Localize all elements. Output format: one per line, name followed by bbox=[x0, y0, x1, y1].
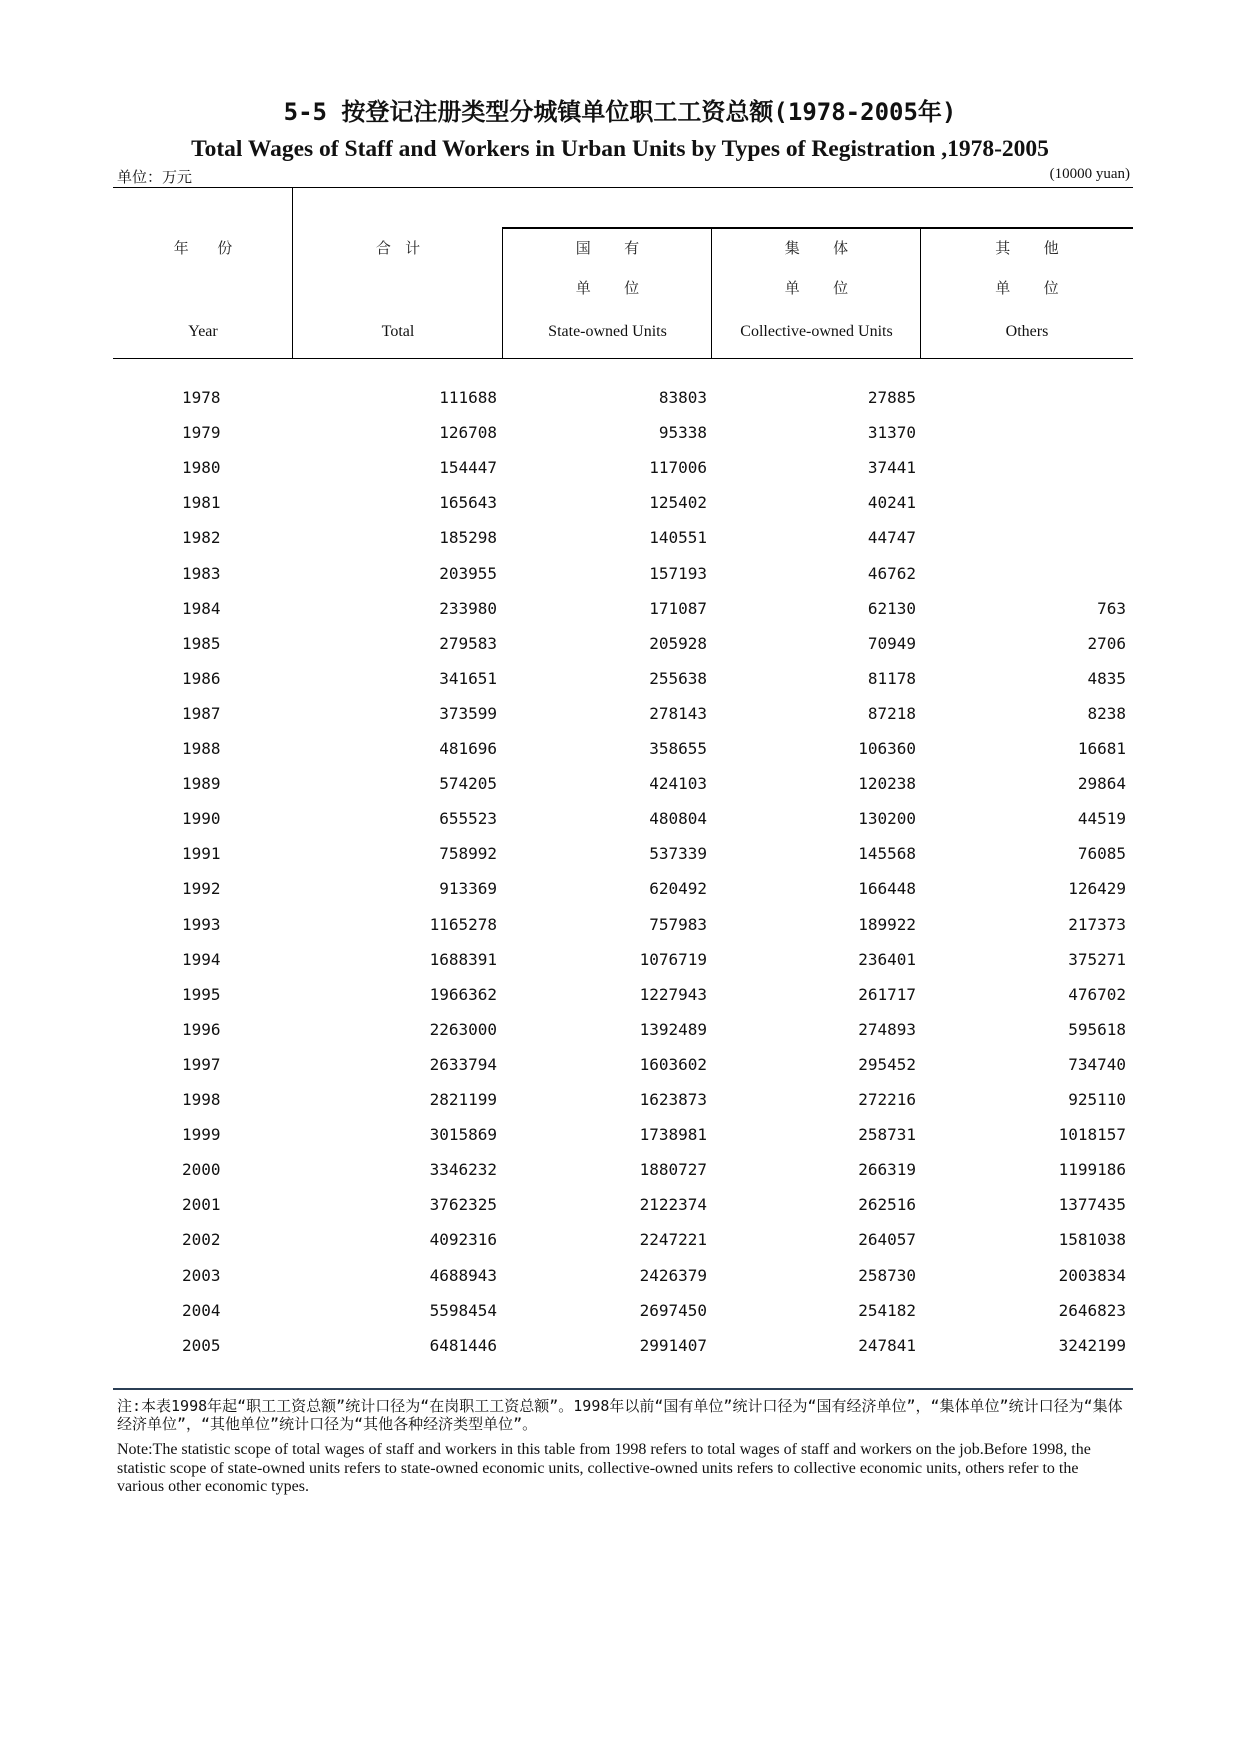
cell-collective-owned: 145568 bbox=[858, 844, 916, 864]
cell-state-owned: 205928 bbox=[649, 633, 707, 653]
cell-state-owned: 2426379 bbox=[639, 1265, 707, 1285]
cell-collective-owned: 258731 bbox=[858, 1125, 916, 1145]
unit-label-english: (10000 yuan) bbox=[1049, 166, 1130, 182]
cell-collective-owned: 81178 bbox=[867, 668, 916, 688]
cell-total: 4688943 bbox=[429, 1265, 497, 1285]
table-row bbox=[0, 1195, 1240, 1215]
cell-total: 5598454 bbox=[429, 1300, 497, 1320]
table-row bbox=[0, 1336, 1240, 1356]
cell-others: 925110 bbox=[1068, 1090, 1126, 1109]
cell-collective-owned: 120238 bbox=[858, 774, 916, 794]
cell-year: 1988 bbox=[182, 739, 221, 758]
cell-year: 2001 bbox=[182, 1195, 221, 1215]
cell-collective-owned: 264057 bbox=[858, 1230, 916, 1250]
table-row bbox=[0, 599, 1240, 619]
table-bottom-rule bbox=[113, 1388, 1133, 1390]
cell-state-owned: 757983 bbox=[649, 914, 707, 934]
table-row bbox=[0, 1301, 1240, 1321]
table-row bbox=[0, 1160, 1240, 1180]
cell-collective-owned: 27885 bbox=[867, 388, 916, 407]
note-chinese: 注:本表1998年起“职工工资总额”统计口径为“在岗职工工资总额”。1998年以前“国有单位”统计口径为“国有经济单位”，“集体单位”统计口径为“集体经济单位”，“其他单位”统计口径为“其他各种经济类型单位”。 bbox=[117, 1397, 1123, 1433]
table-row bbox=[0, 564, 1240, 584]
cell-year: 1994 bbox=[182, 949, 221, 969]
cell-state-owned: 2122374 bbox=[639, 1195, 707, 1215]
cell-total: 3762325 bbox=[429, 1195, 497, 1215]
table-row bbox=[0, 985, 1240, 1005]
cell-year: 1992 bbox=[182, 879, 221, 899]
cell-state-owned: 537339 bbox=[649, 844, 707, 864]
cell-others: 734740 bbox=[1068, 1054, 1126, 1074]
cell-year: 1996 bbox=[182, 1019, 221, 1039]
cell-total: 154447 bbox=[439, 458, 497, 478]
page-title-chinese: 5-5 按登记注册类型分城镇单位职工工资总额(1978-2005年) bbox=[283, 98, 957, 126]
cell-year: 1979 bbox=[182, 423, 221, 443]
cell-state-owned: 1076719 bbox=[639, 949, 707, 969]
cell-collective-owned: 37441 bbox=[867, 458, 916, 478]
unit-label-chinese: 单位：万元 bbox=[117, 168, 193, 186]
cell-year: 1989 bbox=[182, 774, 221, 794]
cell-year: 2002 bbox=[182, 1230, 221, 1250]
table-row bbox=[0, 1090, 1240, 1110]
cell-collective-owned: 166448 bbox=[858, 879, 916, 899]
cell-state-owned: 620492 bbox=[649, 879, 707, 899]
cell-state-owned: 1392489 bbox=[639, 1019, 707, 1039]
cell-total: 233980 bbox=[439, 598, 497, 618]
cell-state-owned: 157193 bbox=[649, 563, 707, 583]
cell-total: 373599 bbox=[439, 703, 497, 723]
header-state-en: State-owned Units bbox=[548, 323, 667, 340]
cell-year: 2000 bbox=[182, 1160, 221, 1180]
cell-others: 8238 bbox=[1087, 703, 1126, 723]
cell-others: 44519 bbox=[1077, 809, 1126, 829]
cell-collective-owned: 189922 bbox=[858, 914, 916, 934]
table-row bbox=[0, 1230, 1240, 1250]
cell-collective-owned: 106360 bbox=[858, 739, 916, 758]
cell-collective-owned: 266319 bbox=[858, 1160, 916, 1180]
cell-state-owned: 83803 bbox=[658, 388, 707, 407]
cell-total: 111688 bbox=[439, 388, 497, 407]
cell-year: 1985 bbox=[182, 633, 221, 653]
header-bottom-rule bbox=[113, 358, 1133, 359]
table-row bbox=[0, 423, 1240, 443]
table-row bbox=[0, 458, 1240, 478]
cell-total: 341651 bbox=[439, 668, 497, 688]
cell-others: 126429 bbox=[1068, 879, 1126, 899]
cell-others: 217373 bbox=[1068, 914, 1126, 934]
cell-others: 2003834 bbox=[1058, 1265, 1126, 1285]
cell-others: 3242199 bbox=[1058, 1335, 1126, 1355]
cell-state-owned: 95338 bbox=[658, 423, 707, 443]
cell-total: 126708 bbox=[439, 423, 497, 443]
cell-year: 2005 bbox=[182, 1335, 221, 1355]
cell-collective-owned: 62130 bbox=[867, 598, 916, 618]
cell-others: 1377435 bbox=[1058, 1195, 1126, 1215]
cell-year: 1986 bbox=[182, 668, 221, 688]
table-row bbox=[0, 915, 1240, 935]
cell-year: 1982 bbox=[182, 528, 221, 548]
cell-collective-owned: 40241 bbox=[867, 493, 916, 513]
cell-year: 1993 bbox=[182, 914, 221, 934]
header-collective-cn-line1: 集 体 bbox=[784, 239, 849, 257]
table-row bbox=[0, 634, 1240, 654]
cell-state-owned: 278143 bbox=[649, 703, 707, 723]
cell-total: 913369 bbox=[439, 879, 497, 899]
cell-total: 481696 bbox=[439, 739, 497, 758]
cell-collective-owned: 254182 bbox=[858, 1300, 916, 1320]
table-row bbox=[0, 388, 1240, 408]
cell-total: 655523 bbox=[439, 809, 497, 829]
cell-state-owned: 140551 bbox=[649, 528, 707, 548]
cell-year: 1999 bbox=[182, 1125, 221, 1145]
cell-others: 16681 bbox=[1077, 739, 1126, 758]
cell-collective-owned: 272216 bbox=[858, 1090, 916, 1109]
cell-year: 1981 bbox=[182, 493, 221, 513]
cell-collective-owned: 262516 bbox=[858, 1195, 916, 1215]
cell-collective-owned: 130200 bbox=[858, 809, 916, 829]
cell-state-owned: 1623873 bbox=[639, 1090, 707, 1109]
cell-year: 2003 bbox=[182, 1265, 221, 1285]
cell-others: 2646823 bbox=[1058, 1300, 1126, 1320]
header-total-en: Total bbox=[381, 323, 415, 340]
header-year-en: Year bbox=[188, 323, 218, 340]
table-row bbox=[0, 493, 1240, 513]
table-row bbox=[0, 950, 1240, 970]
header-collective-cn-line2: 单 位 bbox=[784, 279, 849, 297]
cell-collective-owned: 70949 bbox=[867, 633, 916, 653]
table-row bbox=[0, 1125, 1240, 1145]
cell-others: 29864 bbox=[1077, 774, 1126, 794]
cell-collective-owned: 261717 bbox=[858, 984, 916, 1004]
cell-others: 375271 bbox=[1068, 949, 1126, 969]
cell-collective-owned: 46762 bbox=[867, 563, 916, 583]
table-row bbox=[0, 879, 1240, 899]
cell-total: 3346232 bbox=[429, 1160, 497, 1180]
cell-others: 595618 bbox=[1068, 1019, 1126, 1039]
cell-others: 476702 bbox=[1068, 984, 1126, 1004]
cell-year: 1990 bbox=[182, 809, 221, 829]
cell-year: 1980 bbox=[182, 458, 221, 478]
cell-total: 4092316 bbox=[429, 1230, 497, 1250]
header-top-rule bbox=[113, 187, 1133, 188]
cell-total: 1165278 bbox=[429, 914, 497, 934]
cell-collective-owned: 87218 bbox=[867, 703, 916, 723]
cell-others: 1199186 bbox=[1058, 1160, 1126, 1180]
cell-total: 3015869 bbox=[429, 1125, 497, 1145]
cell-year: 1991 bbox=[182, 844, 221, 864]
cell-state-owned: 2697450 bbox=[639, 1300, 707, 1320]
cell-total: 185298 bbox=[439, 528, 497, 548]
table-row bbox=[0, 844, 1240, 864]
cell-year: 1984 bbox=[182, 598, 221, 618]
header-total-cn: 合 计 bbox=[375, 239, 421, 257]
cell-collective-owned: 295452 bbox=[858, 1054, 916, 1074]
cell-total: 2263000 bbox=[429, 1019, 497, 1039]
cell-total: 203955 bbox=[439, 563, 497, 583]
cell-year: 1998 bbox=[182, 1090, 221, 1109]
cell-state-owned: 2247221 bbox=[639, 1230, 707, 1250]
table-row bbox=[0, 704, 1240, 724]
cell-total: 6481446 bbox=[429, 1335, 497, 1355]
cell-state-owned: 255638 bbox=[649, 668, 707, 688]
header-others-en: Others bbox=[1005, 323, 1049, 340]
cell-total: 2633794 bbox=[429, 1054, 497, 1074]
cell-state-owned: 1880727 bbox=[639, 1160, 707, 1180]
header-collective-en: Collective-owned Units bbox=[740, 323, 893, 340]
cell-collective-owned: 44747 bbox=[867, 528, 916, 548]
cell-others: 2706 bbox=[1087, 633, 1126, 653]
cell-collective-owned: 258730 bbox=[858, 1265, 916, 1285]
header-state-cn-line2: 单 位 bbox=[575, 279, 640, 297]
table-row bbox=[0, 528, 1240, 548]
cell-collective-owned: 247841 bbox=[858, 1335, 916, 1355]
cell-state-owned: 125402 bbox=[649, 493, 707, 513]
cell-state-owned: 480804 bbox=[649, 809, 707, 829]
cell-state-owned: 2991407 bbox=[639, 1335, 707, 1355]
cell-collective-owned: 274893 bbox=[858, 1019, 916, 1039]
page-title-english: Total Wages of Staff and Workers in Urban Units by Types of Registration ,1978-2005 bbox=[191, 136, 1049, 162]
header-others-cn-line1: 其 他 bbox=[995, 239, 1059, 257]
cell-total: 2821199 bbox=[429, 1090, 497, 1109]
note-english: Note:The statistic scope of total wages of staff and workers in this table from 1998 refers to total wages of staff and workers on the job.Before 1998, the statistic scope of state-owned units refers to state-owned economic units, collective-owned units refers to collective economic units, others refer to the various other economic types. bbox=[117, 1441, 1091, 1495]
cell-state-owned: 117006 bbox=[649, 458, 707, 478]
table-row bbox=[0, 739, 1240, 759]
cell-others: 4835 bbox=[1087, 668, 1126, 688]
cell-others: 1581038 bbox=[1058, 1230, 1126, 1250]
table-row bbox=[0, 809, 1240, 829]
table-row bbox=[0, 1266, 1240, 1286]
cell-year: 2004 bbox=[182, 1300, 221, 1320]
header-year-cn: 年 份 bbox=[173, 239, 233, 257]
cell-others: 76085 bbox=[1077, 844, 1126, 864]
cell-state-owned: 424103 bbox=[649, 774, 707, 794]
cell-state-owned: 1227943 bbox=[639, 984, 707, 1004]
cell-total: 279583 bbox=[439, 633, 497, 653]
cell-others: 1018157 bbox=[1058, 1125, 1126, 1145]
cell-state-owned: 358655 bbox=[649, 739, 707, 758]
cell-others: 763 bbox=[1097, 598, 1126, 618]
cell-total: 758992 bbox=[439, 844, 497, 864]
header-state-cn-line1: 国 有 bbox=[575, 239, 640, 257]
cell-collective-owned: 236401 bbox=[858, 949, 916, 969]
header-sub-rule bbox=[502, 227, 1133, 229]
cell-year: 1987 bbox=[182, 703, 221, 723]
table-row bbox=[0, 1020, 1240, 1040]
cell-total: 574205 bbox=[439, 774, 497, 794]
cell-total: 165643 bbox=[439, 493, 497, 513]
cell-state-owned: 1603602 bbox=[639, 1054, 707, 1074]
table-row bbox=[0, 669, 1240, 689]
cell-state-owned: 171087 bbox=[649, 598, 707, 618]
cell-year: 1995 bbox=[182, 984, 221, 1004]
cell-collective-owned: 31370 bbox=[867, 423, 916, 443]
cell-total: 1966362 bbox=[429, 984, 497, 1004]
cell-year: 1997 bbox=[182, 1054, 221, 1074]
header-others-cn-line2: 单 位 bbox=[995, 279, 1059, 297]
cell-year: 1983 bbox=[182, 563, 221, 583]
table-row bbox=[0, 1055, 1240, 1075]
cell-total: 1688391 bbox=[429, 949, 497, 969]
cell-year: 1978 bbox=[182, 388, 221, 407]
table-row bbox=[0, 774, 1240, 794]
cell-state-owned: 1738981 bbox=[639, 1125, 707, 1145]
